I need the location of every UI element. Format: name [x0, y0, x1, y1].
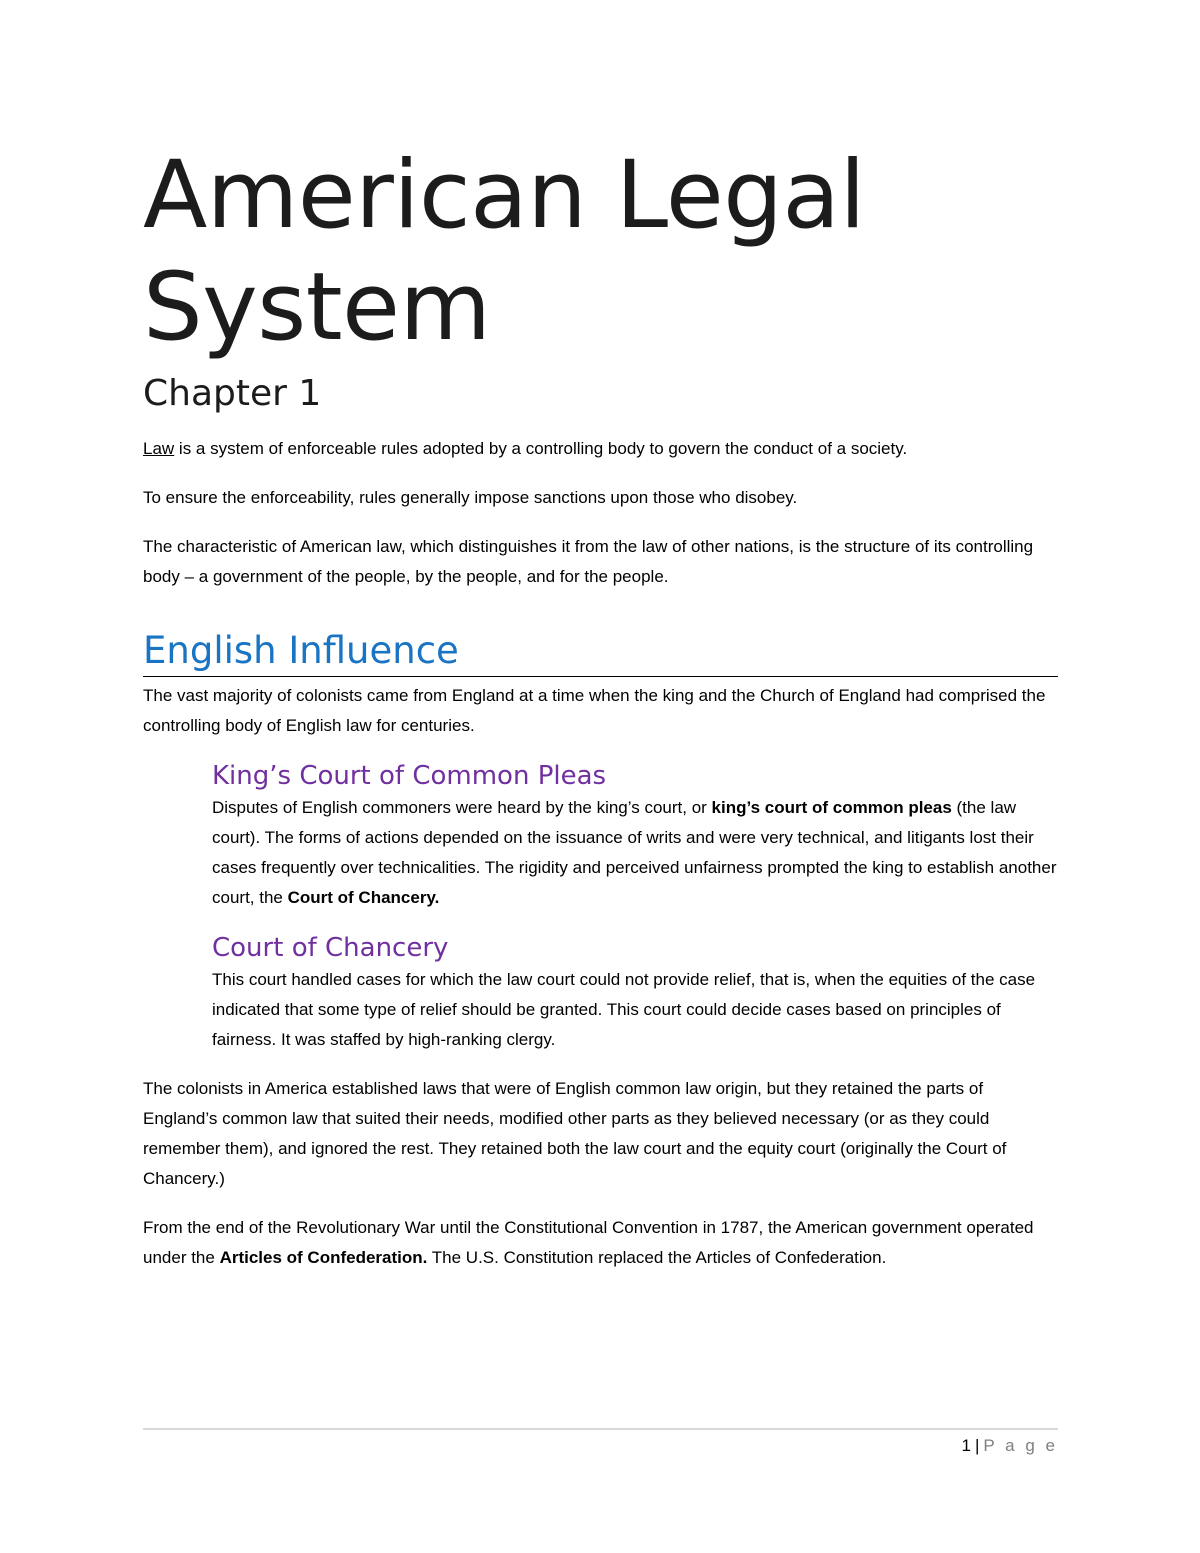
chancery-paragraph: This court handled cases for which the law court could not provide relief, that is, when the equities of the case indicated that some type of relief should be granted. This court could decide cases based on principles of fairness. It was staffed by high-ranking clergy. [212, 970, 1036, 1049]
heading-english-influence: English Influence [143, 628, 1058, 677]
document-title [143, 140, 1058, 364]
common-pleas-text-a: Disputes of English commoners were heard by the king’s court, or [212, 798, 712, 817]
page-footer [962, 1433, 1058, 1459]
subsection-common-pleas [212, 759, 1058, 913]
document-page [143, 140, 1058, 1273]
subsection-chancery [212, 931, 1058, 1055]
footer-divider [143, 1428, 1058, 1430]
heading-common-pleas: King’s Court of Common Pleas [212, 761, 607, 791]
footer-separator: | [975, 1436, 980, 1455]
title-line-1: American Legal [143, 141, 866, 250]
title-line-2: System [143, 253, 491, 362]
heading-court-of-chancery: Court of Chancery [212, 933, 449, 963]
closing-paragraph-1: The colonists in America established laws that were of English common law origin, but they retained the parts of England’s common law that suited their needs, modified other parts as they believed necessary (or as they could remember them), and ignored the rest. They retained both the law court and the equity court (originally the Court of Chancery.) [143, 1079, 1007, 1188]
intro-paragraph-3: The characteristic of American law, which distinguishes it from the law of other nations, is the structure of its controlling body – a government of the people, by the people, and for the people. [143, 537, 1034, 586]
intro-paragraph-1-text: is a system of enforceable rules adopted by a controlling body to govern the conduct of a society. [174, 439, 908, 458]
english-influence-paragraph: The vast majority of colonists came from England at a time when the king and the Church of England had comprised the controlling body of English law for centuries. [143, 686, 1046, 735]
closing-paragraph-2-text-a: From the end of the Revolutionary War until the Constitutional Convention in 1787, the American government operated under the [143, 1218, 1034, 1267]
chapter-subtitle: Chapter 1 [143, 373, 322, 414]
page-label: P a g e [983, 1436, 1058, 1455]
law-term: Law [143, 439, 175, 458]
common-pleas-text-b: (the law court). The forms of actions depended on the issuance of writs and were very technical, and litigants lost their cases frequently over technicalities. The rigidity and perceived unfairness prompted the king to establish another court, the [212, 798, 1057, 907]
intro-paragraph-1 [143, 434, 1058, 464]
closing-paragraph-2 [143, 1213, 1058, 1273]
articles-bold-term: Articles of Confederation. [219, 1248, 428, 1267]
common-pleas-paragraph [212, 793, 1058, 913]
common-pleas-bold-term: king’s court of common pleas [711, 798, 952, 817]
closing-paragraph-2-text-b: The U.S. Constitution replaced the Articles of Confederation. [427, 1248, 887, 1267]
intro-paragraph-2: To ensure the enforceability, rules generally impose sanctions upon those who disobey. [143, 488, 798, 507]
chancery-bold-term: Court of Chancery. [287, 888, 440, 907]
page-number: 1 [961, 1436, 971, 1455]
